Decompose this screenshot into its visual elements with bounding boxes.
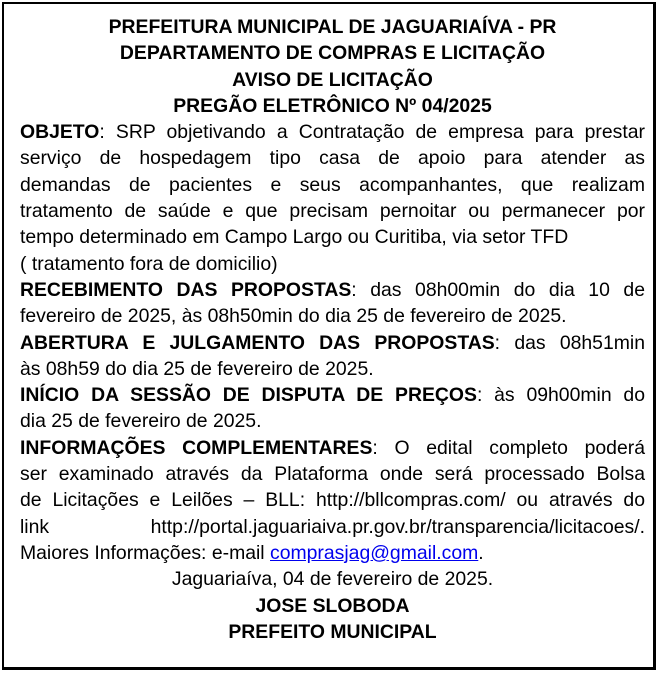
- abertura-line-2: [20, 356, 645, 382]
- document.lines.5.segments.0: serviço de hospedagem tipo casa de apoio para atender as: [20, 147, 645, 170]
- objeto-line-1: [20, 119, 645, 145]
- email-link[interactable]: comprasjag@gmail.com: [270, 541, 479, 564]
- auction-number-line: [20, 93, 645, 119]
- informacoes-line-1: [20, 435, 645, 461]
- document.lines.18.segments.0: de Licitações e Leilões – BLL: http://bllcompras.com/ ou através do: [20, 489, 645, 512]
- document.lines.17.segments.0: ser examinado através da Plataforma onde será processado Bolsa: [20, 463, 645, 486]
- informacoes-line-2: [20, 461, 645, 487]
- signature-name-line: [20, 593, 645, 619]
- document.lines.1.segments.0: DEPARTAMENTO DE COMPRAS E LICITAÇÃO: [119, 42, 546, 65]
- recebimento-line-2: [20, 303, 645, 329]
- document.lines.4.segments.0: OBJETO: [20, 121, 100, 144]
- objeto-line-4: [20, 198, 645, 224]
- document.lines.10.segments.1: : das 08h00min do dia 10 de: [351, 278, 645, 301]
- document.lines.8.segments.0: tempo determinado em Campo Largo ou Curitiba, via setor TFD: [20, 226, 569, 249]
- document.lines.16.segments.1: : O edital completo poderá: [372, 436, 645, 459]
- document.lines.20.segments.2: .: [478, 541, 484, 564]
- document.lines.0.segments.0: PREFEITURA MUNICIPAL DE JAGUARIAÍVA - PR: [108, 16, 557, 38]
- informacoes-line-3: [20, 487, 645, 513]
- notice-body: [20, 14, 645, 645]
- document.lines.12.segments.1: : das 08h51min: [494, 331, 645, 354]
- document.lines.16.segments.0: INFORMAÇÕES COMPLEMENTARES: [20, 436, 373, 459]
- recebimento-line-1: [20, 277, 645, 303]
- inicio-line-1: [20, 382, 645, 408]
- document.lines.14.segments.0: INÍCIO DA SESSÃO DE DISPUTA DE PREÇOS: [20, 384, 477, 407]
- objeto-line-5: [20, 224, 645, 250]
- objeto-line-2: [20, 145, 645, 171]
- document.lines.15.segments.0: dia 25 de fevereiro de 2025.: [20, 410, 262, 433]
- document.lines.3.segments.0: PREGÃO ELETRÔNICO Nº 04/2025: [173, 94, 492, 117]
- signature-title-line: [20, 619, 645, 645]
- org-name-line: [20, 14, 645, 40]
- notice-frame: [2, 2, 656, 670]
- document.lines.14.segments.1: : às 09h00min do: [476, 384, 645, 407]
- inicio-line-2: [20, 408, 645, 434]
- document.lines.4.segments.1: : SRP objetivando a Contratação de empresa para prestar: [99, 121, 645, 144]
- document.lines.11.segments.0: fevereiro de 2025, às 08h50min do dia 25 de fevereiro de 2025.: [20, 305, 567, 328]
- notice-type-line: [20, 67, 645, 93]
- document.lines.10.segments.0: RECEBIMENTO DAS PROPOSTAS: [20, 278, 352, 301]
- informacoes-line-4: [20, 514, 645, 540]
- objeto-line-6: [20, 251, 645, 277]
- document.lines.20.segments.0: Maiores Informações: e-mail: [20, 541, 271, 564]
- abertura-line-1: [20, 330, 645, 356]
- objeto-line-3: [20, 172, 645, 198]
- document.lines.19.segments.0: link http://portal.jaguariaiva.pr.gov.br/transparencia/licitacoes/.: [20, 515, 645, 538]
- document.lines.22.segments.0: JOSE SLOBODA: [255, 594, 410, 617]
- document.lines.2.segments.0: AVISO DE LICITAÇÃO: [232, 68, 433, 91]
- document.lines.23.segments.0: PREFEITO MUNICIPAL: [228, 620, 437, 643]
- informacoes-line-5: [20, 540, 645, 566]
- document.lines.13.segments.0: às 08h59 do dia 25 de fevereiro de 2025.: [20, 357, 374, 380]
- document.lines.21.segments.0: Jaguariaíva, 04 de fevereiro de 2025.: [171, 568, 494, 591]
- document.lines.12.segments.0: ABERTURA E JULGAMENTO DAS PROPOSTAS: [20, 331, 495, 354]
- department-line: [20, 40, 645, 66]
- document.lines.6.segments.0: demandas de pacientes e seus acompanhantes, que realizam: [20, 173, 645, 196]
- date-line: [20, 566, 645, 592]
- document.lines.9.segments.0: ( tratamento fora de domicilio): [20, 252, 278, 275]
- document.lines.7.segments.0: tratamento de saúde e que precisam pernoitar ou permanecer por: [20, 200, 645, 223]
